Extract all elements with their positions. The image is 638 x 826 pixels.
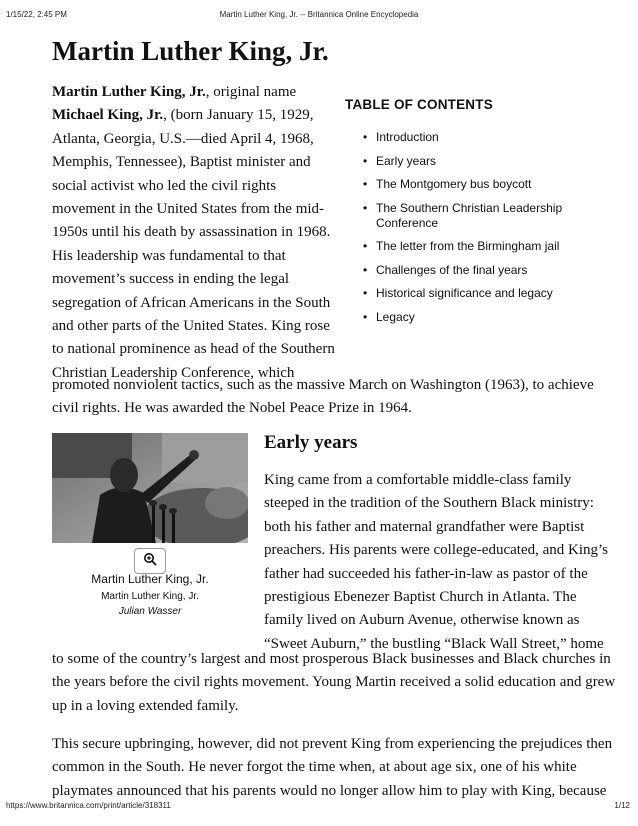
intro-line [52, 315, 330, 338]
secure-upbringing-paragraph [52, 733, 613, 803]
toc-item-historical-significance[interactable]: • Historical significance and legacy [345, 286, 605, 301]
bold-name: Martin Luther King, Jr. [52, 84, 206, 100]
print-url: https://www.britannica.com/print/article/318311 [6, 801, 171, 810]
print-doc-title: Martin Luther King, Jr. -- Britannica Online Encyclopedia [219, 10, 419, 19]
body-line: prestigious Ebenezer Baptist Church in Atlanta. The [264, 589, 577, 606]
zoom-in-icon [143, 552, 157, 571]
body-line: father had succeeded his father-in-law as pastor of the [264, 565, 588, 582]
intro-line [52, 338, 335, 361]
body-line: to some of the country’s largest and most prosperous Black businesses and Black churches in [52, 651, 611, 667]
body-line: This secure upbringing, however, did not prevent King from experiencing the prejudices then [52, 736, 613, 752]
early-years-continuation [52, 648, 616, 718]
king-speaking-photo[interactable] [52, 433, 248, 543]
table-of-contents [345, 97, 605, 333]
line-text: Atlanta, Georgia, U.S.—died April 4, 1968, [52, 130, 314, 147]
body-line: preachers. His parents were college-educated, and King’s [264, 542, 609, 559]
toc-item-introduction[interactable]: • Introduction [345, 130, 605, 145]
line-text: movement in the United States from the mid- [52, 201, 325, 218]
print-datetime: 1/15/22, 2:45 PM [6, 10, 67, 19]
toc-item-montgomery-bus-boycott[interactable]: • The Montgomery bus boycott [345, 177, 605, 192]
figure-caption-sub: Martin Luther King, Jr. [101, 591, 199, 602]
body-line: family lived on Auburn Avenue, otherwise known as [264, 612, 580, 629]
section-heading-early-years: Early years [264, 432, 358, 453]
toc-item-sclc[interactable]: • The Southern Christian Leadership Conference [345, 201, 605, 231]
intro-paragraph [52, 81, 335, 385]
early-years-paragraph [264, 469, 609, 656]
intro-line: civil rights. He was awarded the Nobel Peace Prize in 1964. [52, 400, 412, 417]
toc-item-birmingham-letter[interactable]: • The letter from the Birmingham jail [345, 239, 605, 254]
line-text: movement’s success in ending the legal [52, 271, 290, 288]
intro-line [52, 151, 330, 174]
intro-continuation [52, 374, 592, 421]
intro-line [52, 128, 330, 151]
line-text: social activist who led the civil rights [52, 177, 277, 194]
intro-line: promoted nonviolent tactics, such as the massive March on Washington (1963), to achieve [52, 377, 594, 393]
intro-line [52, 292, 330, 315]
line-text: and other parts of the United States. King rose [52, 318, 330, 335]
toc-list [345, 130, 605, 325]
line-text: Christian Leadership Conference, which [52, 364, 295, 381]
figure [52, 433, 248, 543]
bold-name: Michael King, Jr. [52, 107, 164, 124]
line-text: His leadership was fundamental to that [52, 247, 286, 264]
intro-line [52, 175, 330, 198]
figure-credit: Julian Wasser [118, 606, 182, 617]
body-line: playmates announced that his parents would no longer allow him to play with King, because [52, 782, 607, 799]
body-line: both his father and maternal grandfather were Baptist [264, 518, 585, 535]
zoom-button[interactable] [134, 548, 166, 574]
body-line: up in a loving extended family. [52, 697, 239, 714]
toc-item-final-years[interactable]: • Challenges of the final years [345, 263, 605, 278]
intro-line [52, 221, 330, 244]
intro-line [52, 268, 330, 291]
body-line: “Sweet Auburn,” the bustling “Black Wall Street,” home [264, 635, 604, 652]
line-text: segregation of African Americans in the South [52, 294, 331, 311]
body-line: common in the South. He never forgot the time when, at about age six, one of his white [52, 759, 577, 776]
figure-caption-title: Martin Luther King, Jr. [91, 572, 209, 586]
line-text: , original name [205, 84, 297, 100]
body-line: King came from a comfortable middle-class family [264, 472, 572, 488]
line-text: Memphis, Tennessee), Baptist minister and [52, 154, 311, 171]
line-text: , (born January 15, 1929, [163, 107, 314, 124]
line-text: to national prominence as head of the Southern [52, 341, 335, 358]
toc-item-legacy[interactable]: • Legacy [345, 310, 605, 325]
article-title: Martin Luther King, Jr. [52, 36, 329, 66]
body-line: the years before the civil rights movement. Young Martin received a solid education and grew [52, 674, 616, 691]
intro-line [52, 81, 330, 104]
toc-heading: TABLE OF CONTENTS [345, 97, 493, 112]
intro-line [52, 104, 330, 127]
body-line: steeped in the tradition of the Southern Black ministry: [264, 495, 594, 512]
line-text: 1950s until his death by assassination in 1968. [52, 224, 331, 241]
print-page-number: 1/12 [614, 801, 630, 810]
intro-line [52, 198, 330, 221]
toc-item-early-years[interactable]: • Early years [345, 154, 605, 169]
intro-line [52, 245, 330, 268]
